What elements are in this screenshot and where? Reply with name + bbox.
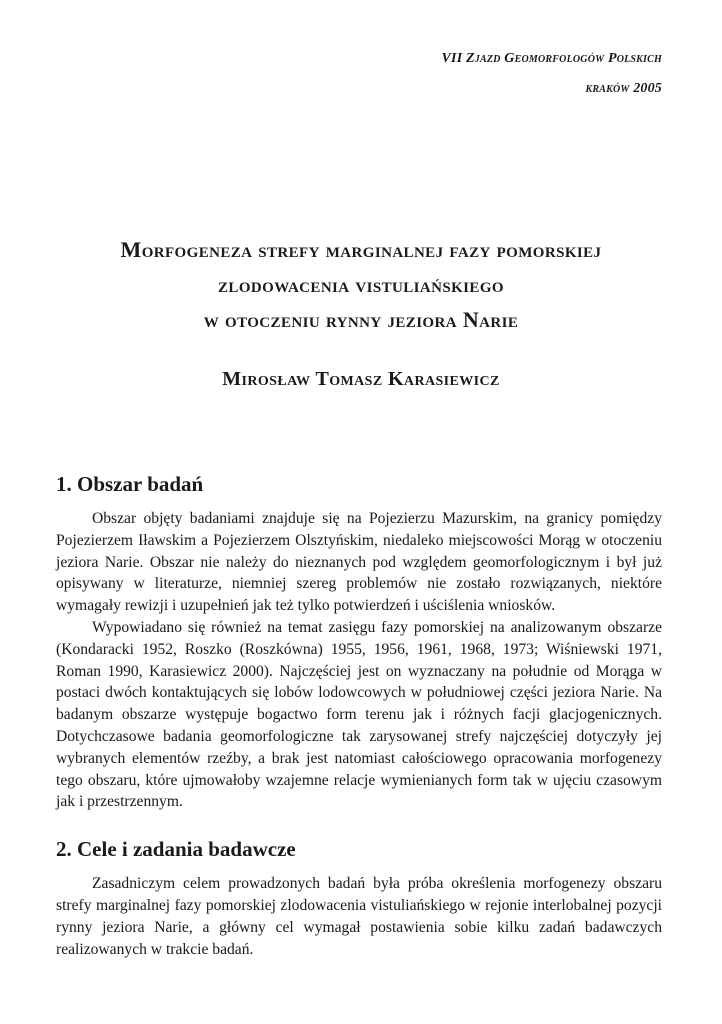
running-head (442, 44, 662, 104)
section-2 (56, 835, 662, 960)
running-head-place-year: kraków 2005 (585, 81, 662, 96)
running-head-conference: VII Zjazd Geomorfologów Polskich (441, 51, 662, 66)
section-heading: 2. Cele i zadania badawcze (56, 837, 296, 862)
title-line-2: zlodowacenia vistuliańskiego (218, 272, 504, 297)
author-name: Mirosław Tomasz Karasiewicz (222, 368, 500, 390)
paper-body (56, 470, 662, 960)
title-line-3: w otoczeniu rynny jeziora Narie (203, 307, 519, 332)
paper-title (40, 232, 682, 337)
section-1 (56, 470, 662, 813)
title-line-1: Morfogeneza strefy marginalnej fazy pomorskiej (120, 237, 602, 262)
section-heading: 1. Obszar badań (56, 472, 204, 496)
paragraph: Wypowiadano się również na temat zasięgu fazy pomorskiej na analizowanym obszarze (Kondaracki 1952, Roszko (Roszkówna) 1955, 1956, 1961, 1968, 1973; Wiśniewski 1971, Roman 1990, Karasiewicz 2000). Najczęściej jest on wyznaczany na południe od Morąga w postaci dwóch kontaktujących się lobów lodowcowych w południowej części jeziora Narie. Na badanym obszarze występuje bogactwo form terenu jak i różnych facji glacjogenicznych. Dotychczasowe badania geomorfologiczne tak zarysowanej strefy najczęściej dotyczyły jej wybranych elementów rzeźby, a brak jest natomiast całościowego opracowania morfogenezy tego obszaru, które ujmowałoby wzajemne relacje wymienianych form tak w ujęciu czasowym jak i przestrzennym. (56, 618, 662, 811)
section-divider-space (56, 813, 662, 835)
paragraph: Zasadniczym celem prowadzonych badań była próba określenia morfogenezy obszaru strefy marginalnej fazy pomorskiej zlodowacenia vistuliańskiego w rejonie interlobalnej pozycji rynny jeziora Narie, a główny cel wymagał postawienia sobie kilku zadań badawczych realizowanych w trakcie badań. (56, 875, 662, 958)
paragraph: Obszar objęty badaniami znajduje się na Pojezierzu Mazurskim, na granicy pomiędzy Pojezierzem Iławskim a Pojezierzem Olsztyńskim, niedaleko miejscowości Morąg w otoczeniu jeziora Narie. Obszar nie należy do nieznanych pod względem geomorfologicznym i był już opisywany w literaturze, niemniej szereg problemów nie zostało rozwiązanych, niektóre wymagały rewizji i uzupełnień jak też tylko potwierdzeń i uściślenia wniosków. (56, 510, 662, 615)
